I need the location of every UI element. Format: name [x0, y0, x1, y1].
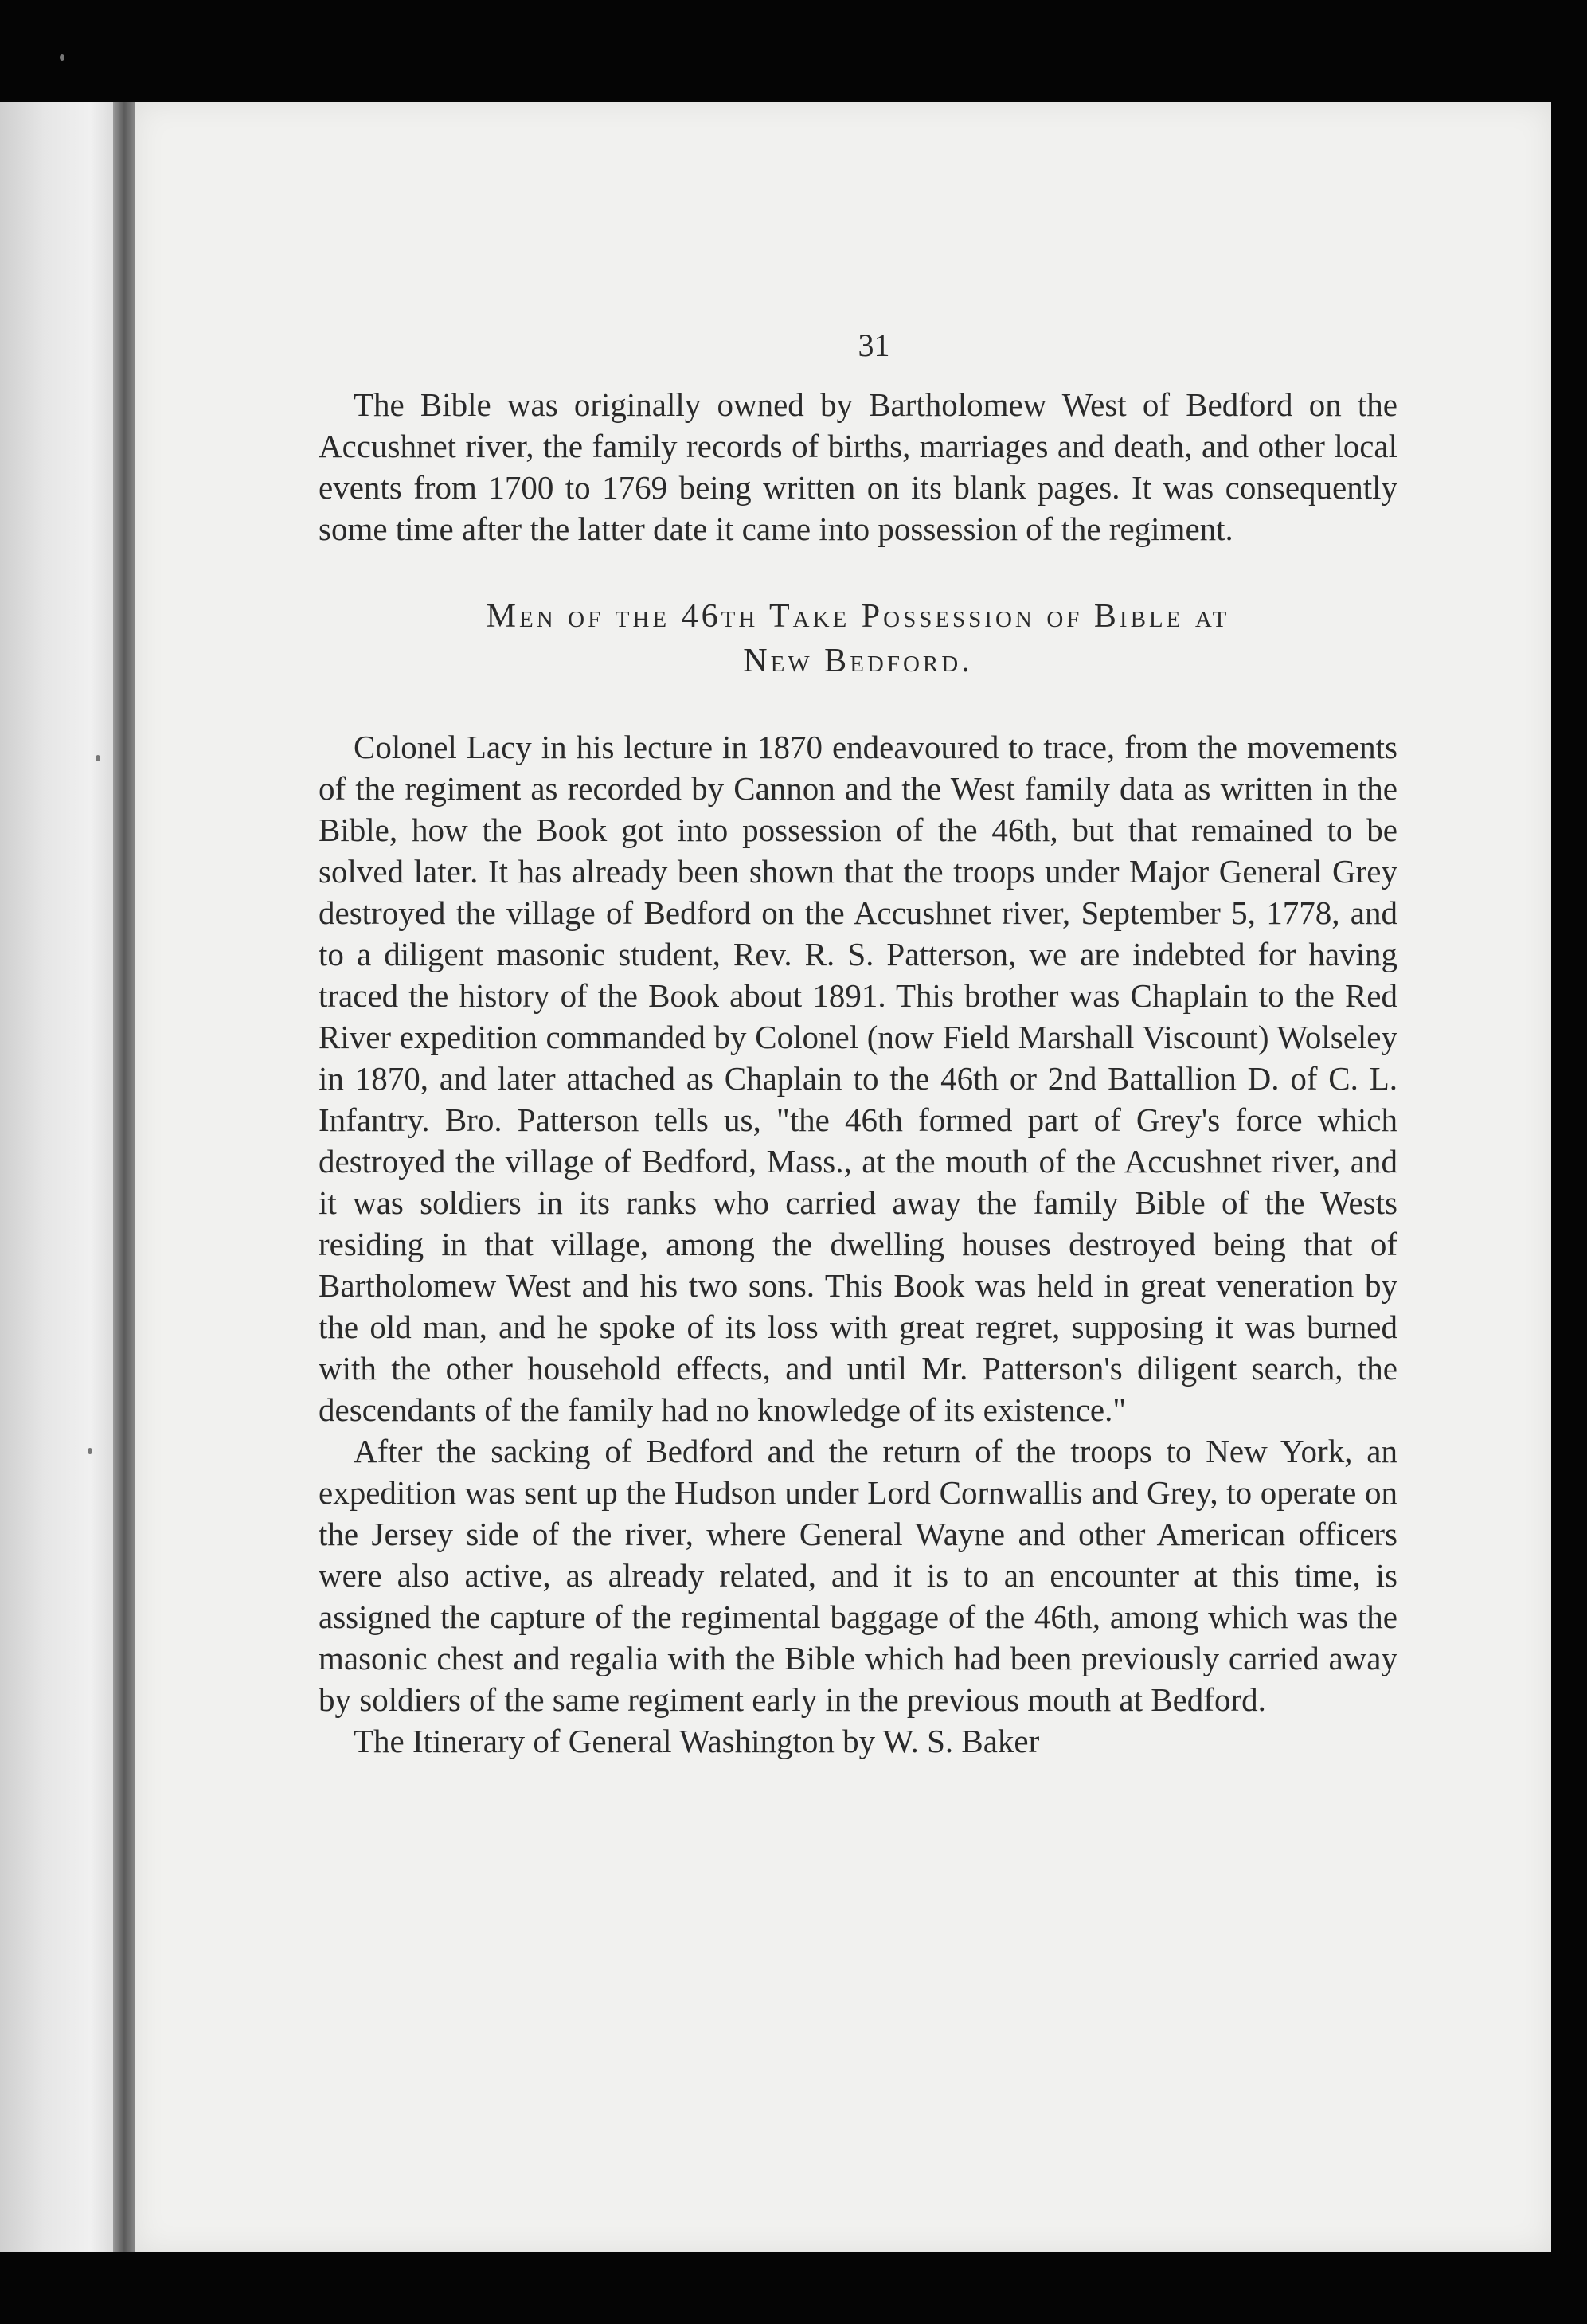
previous-page-edge	[0, 102, 113, 2252]
paragraph-bible-ownership: The Bible was originally owned by Bartholomew West of Bedford on the Accushnet river, the family records of births, marriages and death, and other local events from 1700 to 1769 being written on its blank pages. It was consequently some time after the latter date it came into possession of the regiment.	[319, 386, 1397, 547]
paragraph-colonel-lacy: Colonel Lacy in his lecture in 1870 endeavoured to trace, from the movements of the regiment as recorded by Cannon and the West family data as written in the Bible, how the Book got into possession of the 46th, but that remained to be solved later. It has already been shown that the troops under Major General Grey destroyed the village of Bedford on the Accushnet river, September 5, 1778, and to a diligent masonic student, Rev. R. S. Patterson, we are indebted for having traced the history of the Book about 1891. This brother was Chaplain to the Red River expedition commanded by Colonel (now Field Marshall Viscount) Wolseley in 1870, and later attached as Chaplain to the 46th or 2nd Battallion D. of C. L. Infantry. Bro. Patterson tells us, "the 46th formed part of Grey's force which destroyed the village of Bedford, Mass., at the mouth of the Accushnet river, and it was soldiers in its ranks who carried away the family Bible of the Wests residing in that village, among the dwelling houses destroyed being that of Bartholomew West and his two sons. This Book was held in great veneration by the old man, and he spoke of its loss with great regret, supposing it was burned with the other household effects, and until Mr. Patterson's diligent search, the descendants of the family had no knowledge of its existence."	[319, 729, 1397, 1428]
dust-speck	[88, 1448, 92, 1454]
dust-speck	[96, 755, 100, 761]
paragraph-itinerary: The Itinerary of General Washington by W. S. Baker	[354, 1723, 1040, 1759]
section-heading-line-1: Men of the 46th Take Possession of Bible at	[486, 598, 1230, 635]
page-number: 31	[858, 327, 890, 363]
book-page	[135, 102, 1551, 2252]
book-gutter	[113, 102, 135, 2252]
dust-speck	[60, 54, 64, 61]
page-text	[319, 325, 1397, 1762]
section-heading	[319, 594, 1397, 683]
paragraph-sacking-of-bedford: After the sacking of Bedford and the return of the troops to New York, an expedition was sent up the Hudson under Lord Cornwallis and Grey, to operate on the Jersey side of the river, where General Wayne and other American officers were also active, as already related, and it is to an encounter at this time, is assigned the capture of the regimental baggage of the 46th, among which was the masonic chest and regalia with the Bible which had been previously carried away by soldiers of the same regiment early in the previous mouth at Bedford.	[319, 1433, 1397, 1718]
section-heading-line-2: New Bedford.	[743, 643, 973, 679]
